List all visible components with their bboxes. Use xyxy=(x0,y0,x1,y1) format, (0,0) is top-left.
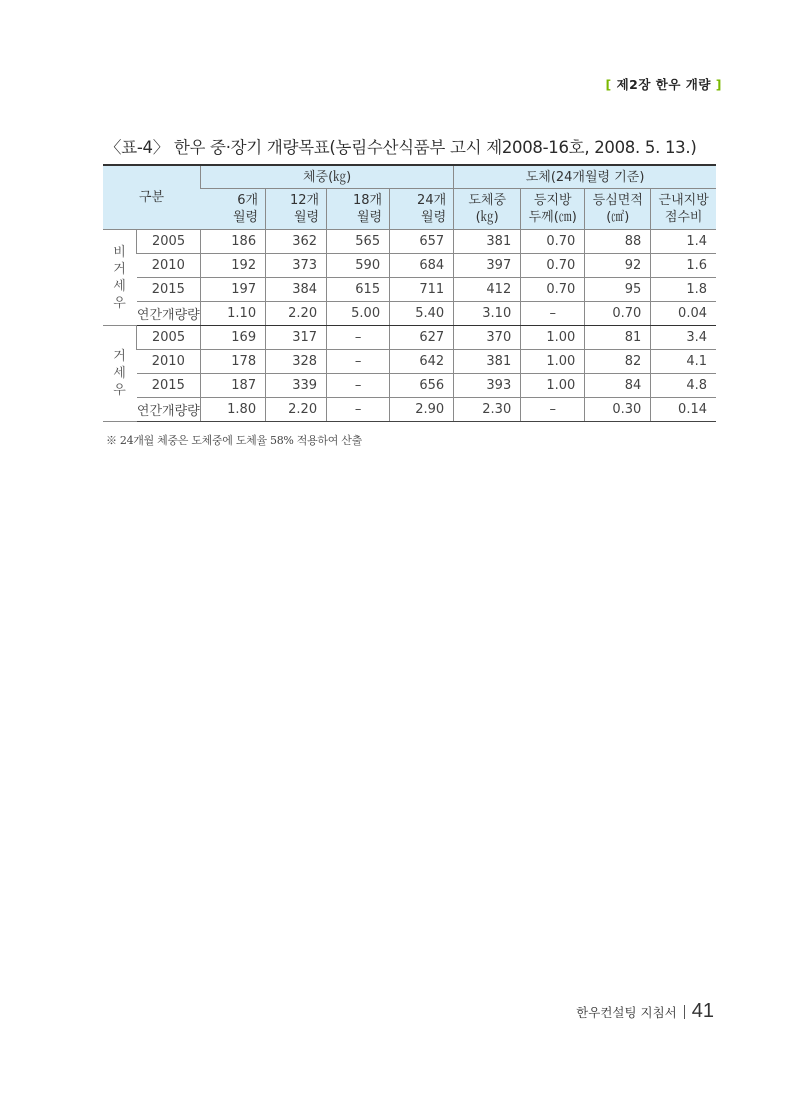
table-cell: – xyxy=(521,302,585,326)
table-cell: 84 xyxy=(585,374,651,398)
table-cell: 1.6 xyxy=(651,254,716,278)
table-cell: 1.00 xyxy=(521,326,585,350)
table-cell: 373 xyxy=(266,254,327,278)
header-carcass-col-2-line1: 등심면적 xyxy=(592,193,643,208)
table-row xyxy=(103,302,716,326)
table-header xyxy=(103,165,716,230)
table-footnote: ※ 24개월 체중은 도체중에 도체율 58% 적용하여 산출 xyxy=(106,434,362,447)
table-cell: 1.00 xyxy=(521,374,585,398)
table-cell: 1.00 xyxy=(521,350,585,374)
row-label: 2010 xyxy=(137,254,201,278)
header-weight-col-3-line1: 24개 xyxy=(417,193,447,208)
page-footer xyxy=(576,1000,714,1023)
table-cell: 1.8 xyxy=(651,278,716,302)
row-label: 연간개량량 xyxy=(137,302,201,326)
table-cell: 0.04 xyxy=(651,302,716,326)
table-cell: 0.70 xyxy=(585,302,651,326)
header-carcass-col-3 xyxy=(651,189,716,230)
table-cell: 317 xyxy=(266,326,327,350)
row-label: 2015 xyxy=(137,278,201,302)
table-cell: 328 xyxy=(266,350,327,374)
header-carcass-col-0 xyxy=(454,189,521,230)
table-cell: 362 xyxy=(266,230,327,254)
header-carcass-col-0-line2: (㎏) xyxy=(475,210,499,225)
header-category: 구분 xyxy=(103,165,201,230)
chapter-bracket-close: ] xyxy=(715,77,722,92)
table-cell: 4.1 xyxy=(651,350,716,374)
table-row xyxy=(103,326,716,350)
table-title: 〈표-4〉 한우 중·장기 개량목표(농림수산식품부 고시 제2008-16호, 2008. 5. 13.) xyxy=(105,138,697,157)
group-label-char: 비 xyxy=(113,244,126,260)
group-label-char: 거 xyxy=(113,349,126,364)
group-label-char: 우 xyxy=(113,383,126,398)
table-cell: 5.00 xyxy=(327,302,390,326)
table-cell: 339 xyxy=(266,374,327,398)
table-cell: 2.90 xyxy=(390,398,454,422)
table-cell: 169 xyxy=(201,326,266,350)
table-cell: 627 xyxy=(390,326,454,350)
table-cell: 642 xyxy=(390,350,454,374)
group-label-char: 세 xyxy=(113,366,126,381)
row-label: 2005 xyxy=(137,326,201,350)
group-castrated xyxy=(103,326,716,422)
table-cell: 186 xyxy=(201,230,266,254)
header-weight-col-0 xyxy=(201,189,266,230)
table-cell: 565 xyxy=(327,230,390,254)
header-carcass-col-0-line1: 도체중 xyxy=(468,193,507,208)
table-cell: 1.80 xyxy=(201,398,266,422)
table-cell: 711 xyxy=(390,278,454,302)
header-weight-col-2 xyxy=(327,189,390,230)
table-cell: 192 xyxy=(201,254,266,278)
header-carcass-col-1 xyxy=(521,189,585,230)
table-cell: 370 xyxy=(454,326,521,350)
header-weight-col-0-line1: 6개 xyxy=(237,193,259,208)
table-cell: 0.30 xyxy=(585,398,651,422)
table-cell: 384 xyxy=(266,278,327,302)
table-row xyxy=(103,398,716,422)
header-carcass-col-2 xyxy=(585,189,651,230)
header-carcass-group: 도체(24개월령 기준) xyxy=(454,165,716,189)
improvement-target-table xyxy=(103,164,716,422)
header-carcass-col-2-line2: (㎠) xyxy=(606,210,630,225)
chapter-bracket-open: [ xyxy=(605,77,612,92)
table-cell: – xyxy=(327,398,390,422)
header-carcass-col-3-line1: 근내지방 xyxy=(658,193,709,208)
table-cell: 197 xyxy=(201,278,266,302)
table-cell: 178 xyxy=(201,350,266,374)
table-cell: 393 xyxy=(454,374,521,398)
header-carcass-col-1-line2: 두께(㎝) xyxy=(528,210,577,225)
group-label-char: 세 xyxy=(113,278,126,294)
table-cell: 1.10 xyxy=(201,302,266,326)
table-cell: 590 xyxy=(327,254,390,278)
group-label xyxy=(103,230,137,326)
table-cell: 1.4 xyxy=(651,230,716,254)
header-weight-col-3-line2: 월령 xyxy=(421,210,447,225)
table-cell: 615 xyxy=(327,278,390,302)
table-cell: 657 xyxy=(390,230,454,254)
table-cell: 3.10 xyxy=(454,302,521,326)
table-cell: 3.4 xyxy=(651,326,716,350)
header-weight-col-2-line1: 18개 xyxy=(353,193,383,208)
table-cell: 0.70 xyxy=(521,278,585,302)
header-weight-group: 체중(㎏) xyxy=(201,165,454,189)
table-cell: 5.40 xyxy=(390,302,454,326)
header-carcass-col-3-line2: 점수비 xyxy=(664,210,703,225)
header-weight-col-3 xyxy=(390,189,454,230)
table-cell: 397 xyxy=(454,254,521,278)
table-row xyxy=(103,350,716,374)
chapter-title: 제2장 한우 개량 xyxy=(616,77,711,92)
table-cell: 92 xyxy=(585,254,651,278)
table-cell: 82 xyxy=(585,350,651,374)
table-row xyxy=(103,278,716,302)
table-row xyxy=(103,374,716,398)
table-cell: 0.14 xyxy=(651,398,716,422)
publication-name: 한우컨설팅 지침서 xyxy=(576,1004,677,1020)
row-label: 2010 xyxy=(137,350,201,374)
header-weight-col-1-line1: 12개 xyxy=(289,193,320,208)
table-cell: – xyxy=(327,350,390,374)
page-number: 41 xyxy=(691,1000,714,1022)
header-weight-col-1 xyxy=(266,189,327,230)
table-cell: 0.70 xyxy=(521,254,585,278)
table-row xyxy=(103,254,716,278)
footer-divider xyxy=(684,1005,685,1019)
group-label xyxy=(103,326,137,422)
table-cell: 381 xyxy=(454,230,521,254)
group-non-castrated xyxy=(103,230,716,326)
table-cell: 656 xyxy=(390,374,454,398)
table-cell: 81 xyxy=(585,326,651,350)
table-cell: 2.20 xyxy=(266,398,327,422)
header-weight-col-0-line2: 월령 xyxy=(232,210,259,225)
table-cell: 187 xyxy=(201,374,266,398)
table-row xyxy=(103,230,716,254)
table-cell: 88 xyxy=(585,230,651,254)
group-label-char: 거 xyxy=(113,261,126,277)
table-cell: 4.8 xyxy=(651,374,716,398)
table-cell: 684 xyxy=(390,254,454,278)
table-cell: 2.20 xyxy=(266,302,327,326)
table-cell: 95 xyxy=(585,278,651,302)
table-cell: 2.30 xyxy=(454,398,521,422)
row-label: 2005 xyxy=(137,230,201,254)
table-cell: 412 xyxy=(454,278,521,302)
table-cell: – xyxy=(327,374,390,398)
header-weight-col-1-line2: 월령 xyxy=(293,210,320,225)
group-label-char: 우 xyxy=(113,295,126,311)
table-cell: – xyxy=(521,398,585,422)
chapter-header xyxy=(605,75,722,93)
table-cell: – xyxy=(327,326,390,350)
header-weight-col-2-line2: 월령 xyxy=(356,210,383,225)
table-cell: 381 xyxy=(454,350,521,374)
table-cell: 0.70 xyxy=(521,230,585,254)
row-label: 2015 xyxy=(137,374,201,398)
row-label: 연간개량량 xyxy=(137,398,201,422)
header-carcass-col-1-line1: 등지방 xyxy=(533,193,572,208)
